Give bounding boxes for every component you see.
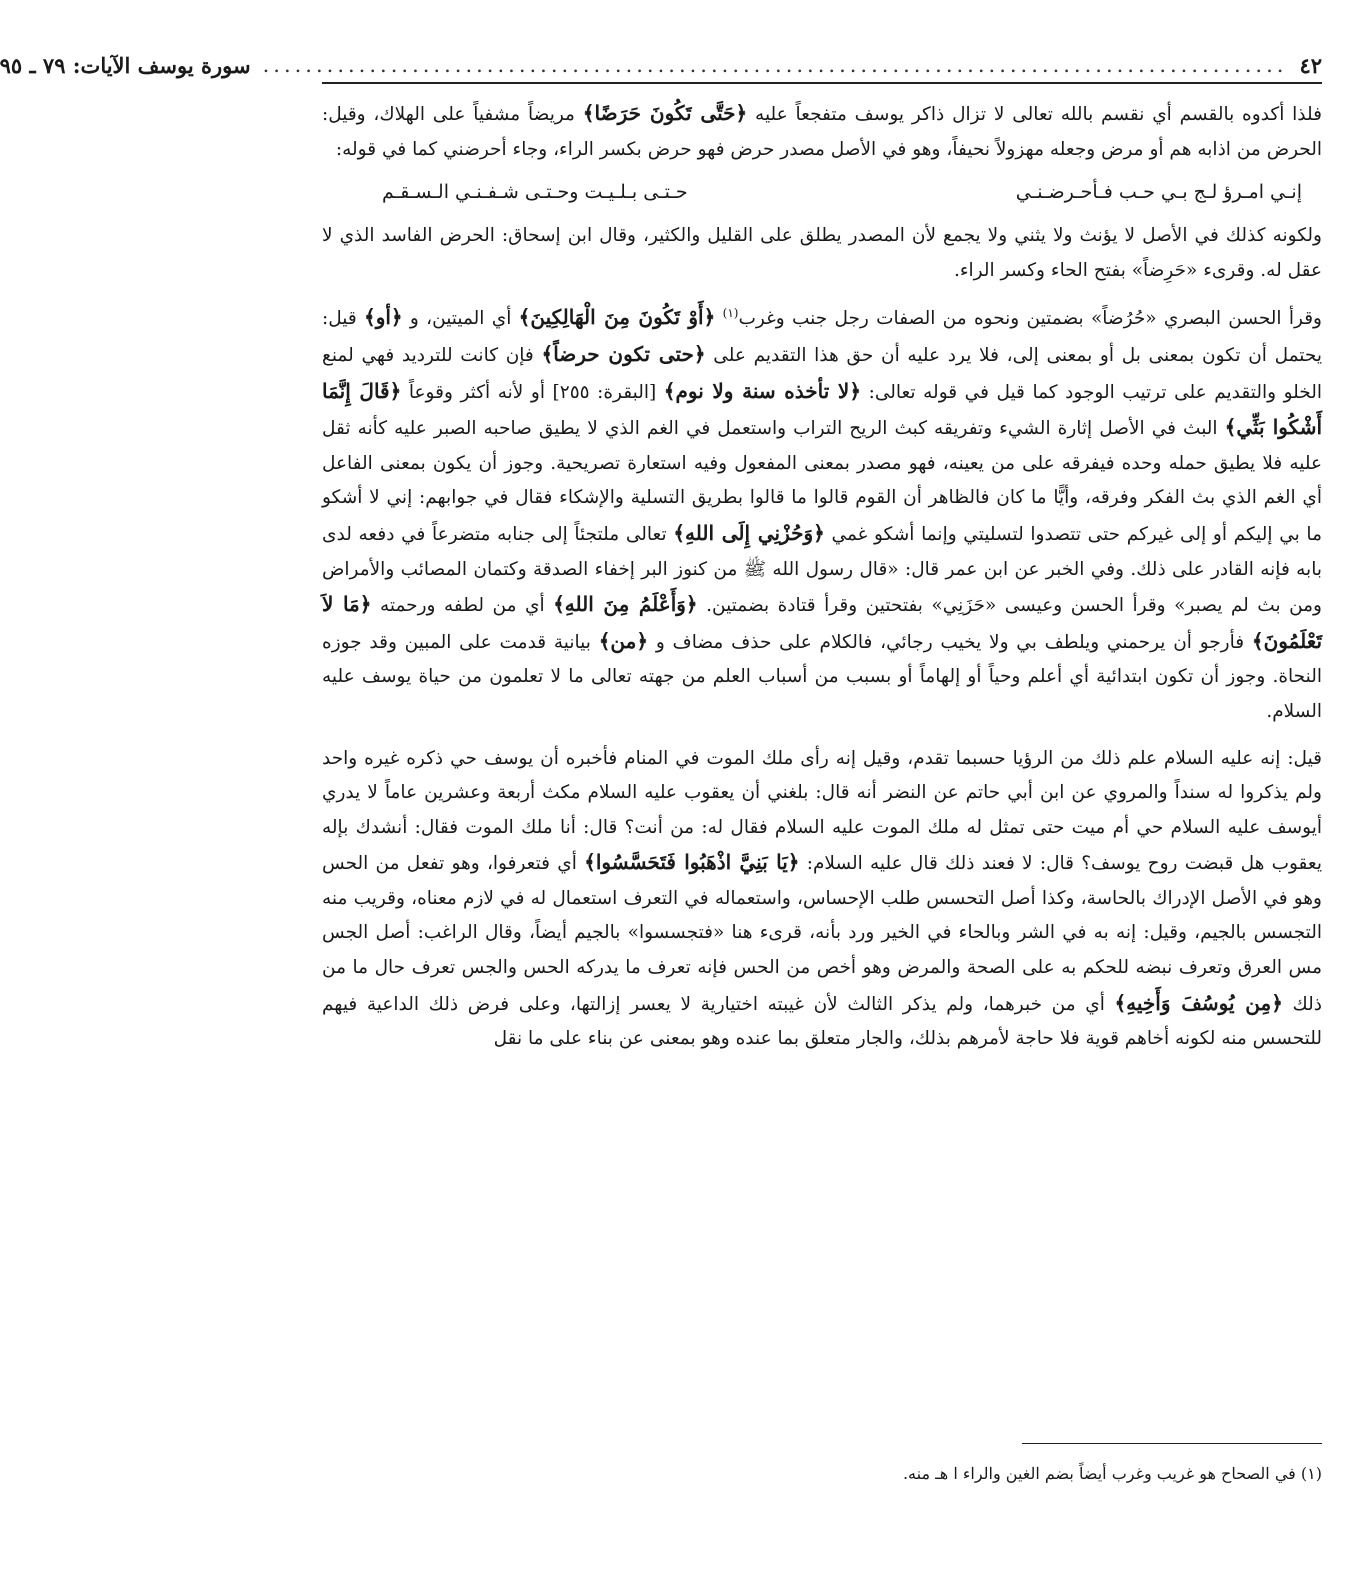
paragraph-4: قيل: إنه عليه السلام علم ذلك من الرؤيا حسبما تقدم، وقيل إنه رأى ملك الموت في المنام فأخبره أن يوسف حي ذكره غيره واحد ولم يذكروا له سنداً والمروي عن ابن أبي حاتم عن النضر أنه قال: بلغني أن يعقوب عليه السلام مكث أربعة وعشرين عاماً لا يدري أيوسف عليه السلام حي أم ميت حتى تمثل له ملك الموت عليه السلام فقال له: من أنت؟ قال: أنا ملك الموت فقال: أنشدك بإله يعقوب هل قبضت روح يوسف؟ قال: لا فعند ذلك قال عليه السلام: ﴿ يَا بَنِيَّ اذْهَبُوا فَتَحَسَّسُوا ﴾ أي فتعرفوا، وهو تفعل من الحس وهو في الأصل الإدراك بالحاسة، وكذا أصل التحسس طلب الإحساس، واستعماله في التعرف استعمال له في لازم معناه، وقريب منه التجسس بالجيم، وقيل: إنه به في الشر وبالحاء في الخير ورد بأنه، قرىء هنا «فتجسسوا» بالجيم أيضاً، وقال الراغب: أصل الجس مس العرق وتعرف نبضه للحكم به على الصحة والمرض وهو أخص من الحس فإنه تعرف ما يدركه الحس والجس تعرف حال ما من ذلك ﴿ مِن يُوسُفَ وَأَخِيهِ ﴾ أي من خبرهما، ولم يذكر الثالث لأن غيبته اختيارية لا يعسر إزالتها، وعلى فرض ذلك الداعية فيهم للتحسس منه لكونه أخاهم قوية فلا حاجة لأمرهم بذلك، والجار متعلق بما عنده وهو بمعنى عن بناء على ما نقل [322, 742, 1322, 1057]
footnote-text: في الصحاح هو غريب وغرب أيضاً بضم الغين والراء ا هـ منه. [902, 1464, 1296, 1483]
quran-quote: ﴿ وَحُزْنِي إِلَى اللهِ ﴾ [673, 521, 825, 545]
document-page [0, 48, 1323, 1538]
paragraph-2: ولكونه كذلك في الأصل لا يؤنث ولا يثني ولا يجمع لأن المصدر يطلق على القليل والكثير، وقال ابن إسحاق: الحرض الفاسد الذي لا عقل له. وقرىء «حَرِضاً» بفتح الحاء وكسر الراء. [322, 225, 1322, 281]
header-leader-dots: ................................................................................................ [262, 53, 1288, 77]
footnote-separator [1022, 1443, 1322, 1444]
main-text [322, 96, 1322, 1057]
footnote [903, 1460, 1322, 1488]
quran-quote: ﴿ مِن يُوسُفَ وَأَخِيهِ ﴾ [1114, 991, 1282, 1015]
footnote-reference: (١) [722, 306, 739, 321]
paragraph-1: فلذا أكدوه بالقسم أي نقسم بالله تعالى لا تزال ذاكر يوسف متفجعاً عليه ﴿ حَتَّى تَكُونَ حَرَضًا ﴾ مريضاً مشفياً على الهلاك، وقيل: الحرض من اذابه هم أو مرض وجعله مهزولاً نحيفاً، وهو في الأصل مصدر حرض فهو حرض بكسر الراء، وجاء أحرضني كما في قوله: [322, 96, 1322, 167]
quran-quote: ﴿ يَا بَنِيَّ اذْهَبُوا فَتَحَسَّسُوا ﴾ [584, 850, 799, 874]
verse-first-hemistich: إنـي امـرؤ لـج بـي حـب فـأحـرضـنـي [1015, 181, 1302, 204]
paragraph-3: وقرأ الحسن البصري «حُرُضاً» بضمتين ونحوه من الصفات رجل جنب وغرب$^{(١)}$ ﴿ أَوْ تَكُونَ مِنَ الْهَالِكِينَ ﴾ أي الميتين، و ﴿ أو ﴾ قيل: يحتمل أن تكون بمعنى بل أو بمعنى إلى، فلا يرد عليه أن حق هذا التقديم على ﴿ حتى تكون حرضاً ﴾ فإن كانت للترديد فهي لمنع الخلو والتقديم على ترتيب الوجود كما قيل في قوله تعالى: ﴿ لا تأخذه سنة ولا نوم ﴾ [البقرة: ٢٥٥] أو لأنه أكثر وقوعاً ﴿ قَالَ إِنَّمَا أَشْكُوا بَثِّي ﴾ البث في الأصل إثارة الشيء وتفريقه كبث الريح التراب واستعمل في الغم الذي لا يطيق صاحبه الصبر عليه كأنه ثقل عليه فلا يطيق حمله وحده فيفرقه على من يعينه، فهو مصدر بمعنى المفعول وفيه استعارة تصريحية. وجوز أن يكون بمعنى الفاعل أي الغم الذي بث الفكر وفرقه، وأيًّا ما كان فالظاهر أن القوم قالوا ما قالوا بطريق التسلية والإشكاء فقال في جوابهم: إني لا أشكو ما بي إليكم أو إلى غيركم حتى تتصدوا لتسليتي وإنما أشكو غمي ﴿ وَحُزْنِي إِلَى اللهِ ﴾ تعالى ملتجئاً إلى جنابه متضرعاً في دفعه لدى بابه فإنه القادر على ذلك. وفي الخبر عن ابن عمر قال: «قال رسول الله ﷺ من كنوز البر إخفاء الصدقة وكتمان المصائب والأمراض ومن بث لم يصبر» وقرأ الحسن وعيسى «حَزَنِي» بفتحتين وقرأ قتادة بضمتين. ﴿ وَأَعْلَمُ مِنَ اللهِ ﴾ أي من لطفه ورحمته ﴿ مَا لاَ تَعْلَمُونَ ﴾ فأرجو أن يرحمني ويلطف بي ولا يخيب رجائي، فالكلام على حذف مضاف و ﴿ من ﴾ بيانية قدمت على المبين وقد جوزه النحاة. وجوز أن تكون ابتدائية أي أعلم وحياً أو إلهاماً أو بسبب من أسباب العلم من جهته تعالى ما لا تعلمون من حياة يوسف عليه السلام. [322, 300, 1322, 729]
quran-quote: ﴿ قَالَ إِنَّمَا أَشْكُوا بَثِّي ﴾ [322, 379, 1322, 440]
page-header [0, 48, 1322, 84]
quran-quote: ﴿ لا تأخذه سنة ولا نوم ﴾ [664, 379, 861, 403]
quran-quote: ﴿ وَأَعْلَمُ مِنَ اللهِ ﴾ [553, 592, 698, 616]
quran-quote: ﴿ حتى تكون حرضاً ﴾ [541, 342, 705, 366]
quran-quote: ﴿ أَوْ تَكُونَ مِنَ الْهَالِكِينَ ﴾ [519, 305, 716, 329]
running-title: سورة يوسف الآيات: ٧٩ ـ ٩٥ [0, 52, 251, 78]
quran-quote: ﴿ مَا لاَ تَعْلَمُونَ ﴾ [322, 592, 1322, 653]
quran-quote: ﴿ أو ﴾ [364, 305, 403, 329]
footnote-marker: (١) [1300, 1464, 1322, 1483]
verse-second-hemistich: حـتـى بـلـيـت وحـتـى شـفـنـي الـسـقـم [382, 181, 688, 204]
quran-quote: ﴿ من ﴾ [599, 629, 648, 653]
quran-quote: ﴿ حَتَّى تَكُونَ حَرَضًا ﴾ [583, 101, 747, 125]
page-number: ٤٢ [1299, 52, 1322, 78]
poetry-verse [322, 173, 1322, 211]
